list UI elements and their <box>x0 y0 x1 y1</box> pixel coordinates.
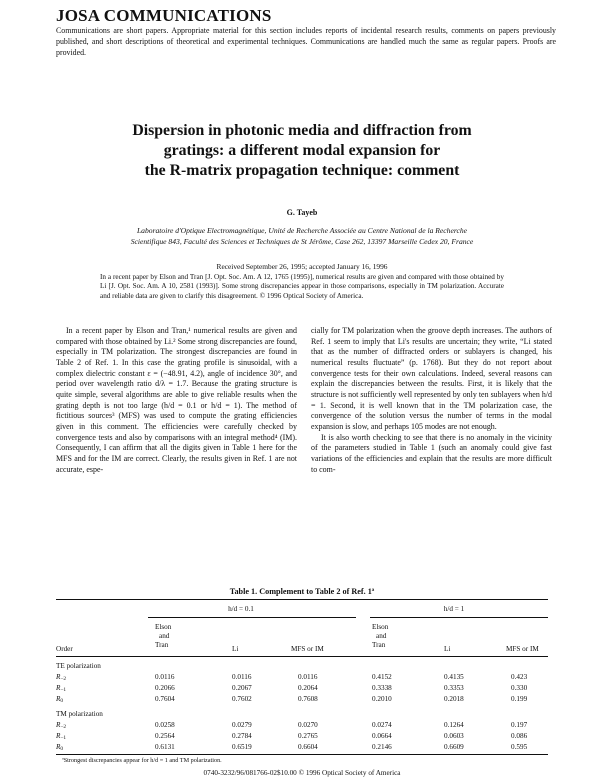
table-cell: 0.7604 <box>155 695 175 703</box>
received-dates: Received September 26, 1995; accepted January 16, 1996 <box>216 262 388 271</box>
order-cell <box>56 743 63 754</box>
article-title-line: gratings: a different modal expansion for <box>163 141 441 159</box>
table-cell: 0.6131 <box>155 743 175 751</box>
table-cell: 0.1264 <box>444 721 464 729</box>
column-header-line: Tran <box>372 641 386 649</box>
order-symbol: R <box>56 743 61 751</box>
table-cell: 0.086 <box>511 732 528 740</box>
order-symbol: R <box>56 695 61 703</box>
table-cell: 0.7602 <box>232 695 252 703</box>
column-header-line: Elson <box>372 623 389 631</box>
table-caption: Table 1. Complement to Table 2 of Ref. 1ª <box>229 587 375 596</box>
table-cell: 0.4152 <box>372 673 392 681</box>
article-title-line: the R-matrix propagation technique: comment <box>144 161 460 179</box>
table-cell: 0.7608 <box>298 695 318 703</box>
order-symbol: R <box>56 673 61 681</box>
body-column-left <box>56 326 297 475</box>
table-cell: 0.2146 <box>372 743 392 751</box>
order-cell <box>56 695 63 706</box>
column-header-line: Elson <box>155 623 172 631</box>
table-cell: 0.0270 <box>298 721 318 729</box>
column-header <box>155 623 171 650</box>
table-section-label: TM polarization <box>56 710 103 718</box>
group-header: h/d = 0.1 <box>228 605 254 613</box>
table-cell: 0.2064 <box>298 684 318 692</box>
affiliation-line: Scientifique 843, Faculté des Sciences et Techniques de St Jérôme, Case 262, 13397 Marseille Cedex 20, France <box>130 236 474 246</box>
order-subscript: −1 <box>60 735 67 741</box>
article-title-line: Dispersion in photonic media and diffraction from <box>132 122 472 139</box>
order-header: Order <box>56 645 73 653</box>
order-symbol: R <box>56 721 61 729</box>
table-cell: 0.2066 <box>155 684 175 692</box>
section-title: JOSA COMMUNICATIONS <box>56 6 272 25</box>
table-cell: 0.3353 <box>444 684 464 692</box>
column-header: MFS or IM <box>291 645 324 653</box>
group-rule <box>370 617 548 618</box>
table-cell: 0.6609 <box>444 743 464 751</box>
body-column-right <box>311 326 552 475</box>
table-footnote: ªStrongest discrepancies appear for h/d = 1 and TM polarization. <box>62 757 222 764</box>
body-paragraph: cially for TM polarization when the groove depth increases. The authors of Ref. 1 seem to imply that Li's results are uncertain; they write, “Li stated that as the number of diffracted orders or sublayers is changed, his numerical results fluctuate” (p. 1768). But they do not report about convergence tests for their own calculations. Indeed, several reasons can explain the discrepancies between the results. First, it is likely that the structure is not sufficiently well represented by only ten sublayers when h/d = 1. Second, it is well known that in the TM polarization case, the convergence of the solution versus the number of terms in the modal expansion is slow, and perhaps 105 modes are not enough. <box>311 326 552 431</box>
table-cell: 0.4135 <box>444 673 464 681</box>
table-cell: 0.595 <box>511 743 528 751</box>
order-cell <box>56 721 66 732</box>
table-cell: 0.0603 <box>444 732 464 740</box>
order-subscript: 0 <box>60 746 64 752</box>
table-top-rule <box>56 599 548 600</box>
order-cell <box>56 732 66 743</box>
group-rule <box>148 617 356 618</box>
table-cell: 0.2784 <box>232 732 252 740</box>
table-cell: 0.0258 <box>155 721 175 729</box>
body-paragraph: It is also worth checking to see that there is no anomaly in the vicinity of the parameters studied in Table 1 (such an anomaly could give fast variations of the efficiencies and explain that the results are more difficult to com- <box>311 432 552 474</box>
table-cell: 0.2018 <box>444 695 464 703</box>
table-cell: 0.2564 <box>155 732 175 740</box>
affiliation-line: Laboratoire d'Optique Electromagnétique, Unité de Recherche Associée au Centre National de la Recherche <box>136 226 468 235</box>
table-cell: 0.0274 <box>372 721 392 729</box>
order-cell <box>56 684 66 695</box>
table-cell: 0.2765 <box>298 732 318 740</box>
table-cell: 0.3338 <box>372 684 392 692</box>
table-cell: 0.0116 <box>232 673 252 681</box>
article-title <box>56 121 548 180</box>
table-cell: 0.0116 <box>298 673 318 681</box>
order-subscript: 0 <box>60 698 64 704</box>
table-cell: 0.6519 <box>232 743 252 751</box>
table-cell: 0.0664 <box>372 732 392 740</box>
column-header: Li <box>444 645 451 653</box>
order-symbol: R <box>56 732 61 740</box>
column-header: Li <box>232 645 239 653</box>
column-header-line: and <box>159 632 170 640</box>
table-cell: 0.423 <box>511 673 528 681</box>
abstract: In a recent paper by Elson and Tran [J. Opt. Soc. Am. A 12, 1765 (1995)], numerical results are given and compared with those obtained by Li [J. Opt. Soc. Am. A 10, 2581 (1993)]. Some strong discrepancies appear in those comparisons, especially in TM polarization. Accurate and reliable data are given to clarify this disagreement. © 1996 Optical Society of America. <box>100 273 504 300</box>
column-header-line: and <box>376 632 387 640</box>
order-subscript: −2 <box>60 676 67 682</box>
column-header <box>372 623 388 650</box>
header-rule <box>56 656 548 657</box>
order-subscript: −2 <box>60 724 67 730</box>
table-bottom-rule <box>56 754 548 755</box>
column-header-line: Tran <box>155 641 169 649</box>
order-symbol: R <box>56 684 61 692</box>
table-cell: 0.0116 <box>155 673 175 681</box>
author-name: G. Tayeb <box>286 208 318 217</box>
body-paragraph: In a recent paper by Elson and Tran,¹ numerical results are given and compared with those obtained by Li.² Some strong discrepancies are found, especially in TM polarization. The strongest discrepancies are found in Table 2 of Ref. 1. In this case the grating profile is sinusoidal, with a complex dielectric constant ε = (−48.91, 4.2), angle of incidence 30°, and period over wavelength ratio d/λ = 1.7. Because the grating structure is quite simple, several algorithms are able to give reliable results when the grating depth is not too large (h/d = 0.1 or h/d = 1). The method of fictitious sources³ (MFS) was used to compute the grating efficiencies given in this comment. The efficiencies were carefully checked by convergence tests and also by comparisons with an integral method⁴ (IM). Consequently, I can affirm that all the digits given in Table 1 here for the MFS and for the IM are correct. Clearly, the results given in Ref. 1 are not accurate, espe- <box>56 326 297 474</box>
section-description: Communications are short papers. Appropriate material for this section includes reports of incidental research results, comments on papers previously published, and short descriptions of theoretical and experimental techniques. Communications are handled much the same as regular papers. Proofs are provided. <box>56 26 556 57</box>
table-cell: 0.0279 <box>232 721 252 729</box>
table-cell: 0.330 <box>511 684 528 692</box>
table-section-label: TE polarization <box>56 662 101 670</box>
table-cell: 0.2010 <box>372 695 392 703</box>
order-subscript: −1 <box>60 687 67 693</box>
table-cell: 0.2067 <box>232 684 252 692</box>
table-cell: 0.197 <box>511 721 528 729</box>
group-header: h/d = 1 <box>443 605 465 613</box>
table-cell: 0.6604 <box>298 743 318 751</box>
column-header: MFS or IM <box>506 645 539 653</box>
page-footer: 0740-3232/96/081766-02$10.00 © 1996 Optical Society of America <box>203 769 401 777</box>
author-affiliation <box>56 226 548 247</box>
table-cell: 0.199 <box>511 695 528 703</box>
order-cell <box>56 673 66 684</box>
